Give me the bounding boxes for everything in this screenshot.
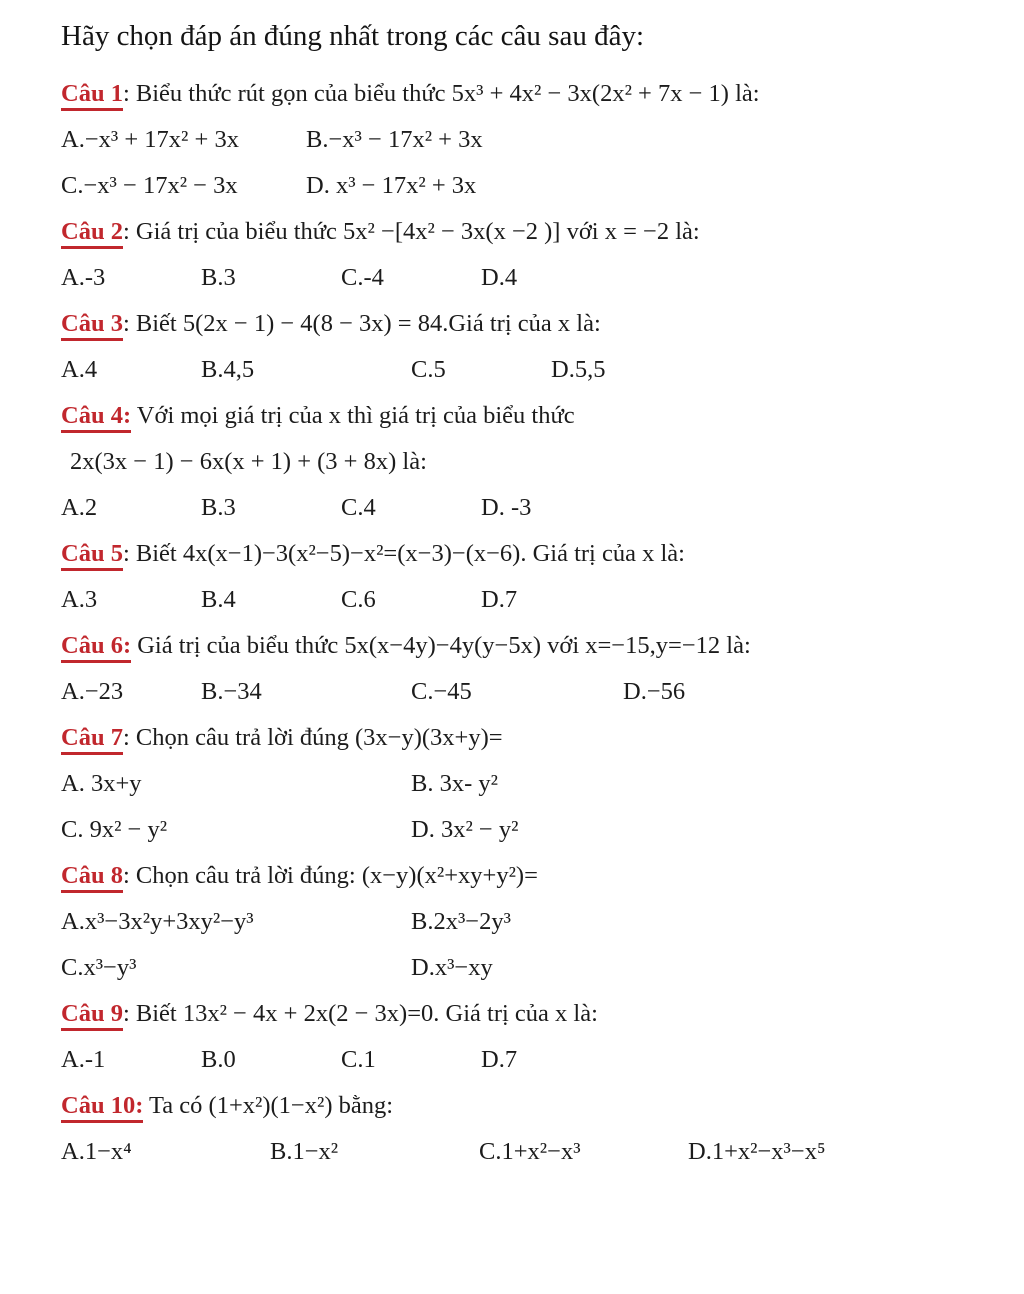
question-8-option-b: B.2x³−2y³ — [411, 908, 511, 935]
question-10-body: Ta có (1+x²)(1−x²) bằng: — [143, 1092, 394, 1119]
question-8-label: Câu 8 — [61, 862, 123, 893]
question-4-option-a: A.2 — [61, 494, 98, 521]
question-7-option-d: D. 3x² − y² — [411, 816, 519, 843]
question-7-option-c: C. 9x² − y² — [61, 816, 168, 843]
question-8-option-a: A.x³−3x²y+3xy²−y³ — [61, 908, 254, 935]
question-8-body: : Chọn câu trả lời đúng: (x−y)(x²+xy+y²)= — [122, 862, 538, 889]
question-4 — [61, 400, 1000, 524]
question-1-option-c: C.−x³ − 17x² − 3x — [61, 172, 238, 199]
question-6-options-row — [61, 676, 1000, 708]
question-1-option-d: D. x³ − 17x² + 3x — [306, 172, 477, 199]
question-6-body: Giá trị của biểu thức 5x(x−4y)−4y(y−5x) với x=−15,y=−12 là: — [131, 632, 751, 659]
question-5-label: Câu 5 — [61, 540, 123, 571]
question-9-text — [61, 998, 1000, 1030]
question-3-option-a: A.4 — [61, 356, 98, 383]
question-9-option-c: C.1 — [341, 1046, 376, 1073]
question-2-option-b: B.3 — [201, 264, 236, 291]
question-10-option-b: B.1−x² — [270, 1138, 339, 1165]
question-10-option-d: D.1+x²−x³−x⁵ — [688, 1138, 826, 1165]
question-6-option-c: C.−45 — [411, 678, 472, 705]
question-6-text — [61, 630, 1000, 662]
question-7-text — [61, 722, 1000, 754]
question-4-option-b: B.3 — [201, 494, 236, 521]
question-3 — [61, 308, 1000, 386]
question-1-body: : Biểu thức rút gọn của biểu thức 5x³ + 4x² − 3x(2x² + 7x − 1) là: — [122, 80, 760, 107]
question-7 — [61, 722, 1000, 846]
question-1-options-row-2 — [61, 170, 1000, 202]
question-9 — [61, 998, 1000, 1076]
question-8-text — [61, 860, 1000, 892]
question-5-text — [61, 538, 1000, 570]
question-7-options-row-2 — [61, 814, 1000, 846]
question-4-body-line2: 2x(3x − 1) − 6x(x + 1) + (3 + 8x) là: — [70, 448, 427, 475]
question-7-options-row-1 — [61, 768, 1000, 800]
question-5-options-row — [61, 584, 1000, 616]
question-10-option-c: C.1+x²−x³ — [479, 1138, 581, 1165]
question-3-body: : Biết 5(2x − 1) − 4(8 − 3x) = 84.Giá trị của x là: — [122, 310, 601, 337]
question-3-option-b: B.4,5 — [201, 356, 255, 383]
question-6-option-a: A.−23 — [61, 678, 124, 705]
question-5-option-a: A.3 — [61, 586, 98, 613]
question-10-label: Câu 10: — [61, 1092, 143, 1123]
question-6-label: Câu 6: — [61, 632, 131, 663]
question-6-option-b: B.−34 — [201, 678, 262, 705]
question-1-text — [61, 78, 1000, 110]
question-3-text — [61, 308, 1000, 340]
question-9-option-d: D.7 — [481, 1046, 518, 1073]
question-9-option-b: B.0 — [201, 1046, 236, 1073]
question-3-option-d: D.5,5 — [551, 356, 606, 383]
question-4-text-line2 — [61, 446, 1000, 478]
question-7-option-b: B. 3x- y² — [411, 770, 498, 797]
question-2-options-row — [61, 262, 1000, 294]
question-9-options-row — [61, 1044, 1000, 1076]
question-5-option-c: C.6 — [341, 586, 376, 613]
question-7-label: Câu 7 — [61, 724, 123, 755]
question-1-label: Câu 1 — [61, 80, 123, 111]
question-7-body: : Chọn câu trả lời đúng (3x−y)(3x+y)= — [122, 724, 503, 751]
question-2-option-c: C.-4 — [341, 264, 384, 291]
question-10-text — [61, 1090, 1000, 1122]
question-2-label: Câu 2 — [61, 218, 123, 249]
question-8-options-row-2 — [61, 952, 1000, 984]
page-title: Hãy chọn đáp án đúng nhất trong các câu sau đây: — [61, 20, 645, 52]
question-6 — [61, 630, 1000, 708]
question-6-option-d: D.−56 — [623, 678, 686, 705]
question-8-option-c: C.x³−y³ — [61, 954, 137, 981]
question-4-label: Câu 4: — [61, 402, 131, 433]
question-2-body: : Giá trị của biểu thức 5x² −[4x² − 3x(x −2 )] với x = −2 là: — [122, 218, 700, 245]
question-3-options-row — [61, 354, 1000, 386]
question-4-option-c: C.4 — [341, 494, 376, 521]
question-8-option-d: D.x³−xy — [411, 954, 493, 981]
question-4-body: Với mọi giá trị của x thì giá trị của biểu thức — [131, 402, 575, 429]
question-10 — [61, 1090, 1000, 1168]
question-2-option-d: D.4 — [481, 264, 518, 291]
question-1 — [61, 78, 1000, 202]
question-2-text — [61, 216, 1000, 248]
question-10-option-a: A.1−x⁴ — [61, 1138, 132, 1165]
question-5-body: : Biết 4x(x−1)−3(x²−5)−x²=(x−3)−(x−6). Giá trị của x là: — [122, 540, 685, 567]
question-7-option-a: A. 3x+y — [61, 770, 142, 797]
question-1-option-a: A.−x³ + 17x² + 3x — [61, 126, 239, 153]
question-9-option-a: A.-1 — [61, 1046, 106, 1073]
question-5 — [61, 538, 1000, 616]
question-8 — [61, 860, 1000, 984]
question-3-label: Câu 3 — [61, 310, 123, 341]
question-2 — [61, 216, 1000, 294]
question-2-option-a: A.-3 — [61, 264, 106, 291]
question-1-option-b: B.−x³ − 17x² + 3x — [306, 126, 483, 153]
question-5-option-b: B.4 — [201, 586, 236, 613]
question-10-options-row — [61, 1136, 1000, 1168]
question-4-option-d: D. -3 — [481, 494, 532, 521]
question-8-options-row-1 — [61, 906, 1000, 938]
question-9-body: : Biết 13x² − 4x + 2x(2 − 3x)=0. Giá trị của x là: — [122, 1000, 598, 1027]
question-1-options-row-1 — [61, 124, 1000, 156]
question-3-option-c: C.5 — [411, 356, 446, 383]
question-4-text — [61, 400, 1000, 432]
question-5-option-d: D.7 — [481, 586, 518, 613]
question-4-options-row — [61, 492, 1000, 524]
question-9-label: Câu 9 — [61, 1000, 123, 1031]
